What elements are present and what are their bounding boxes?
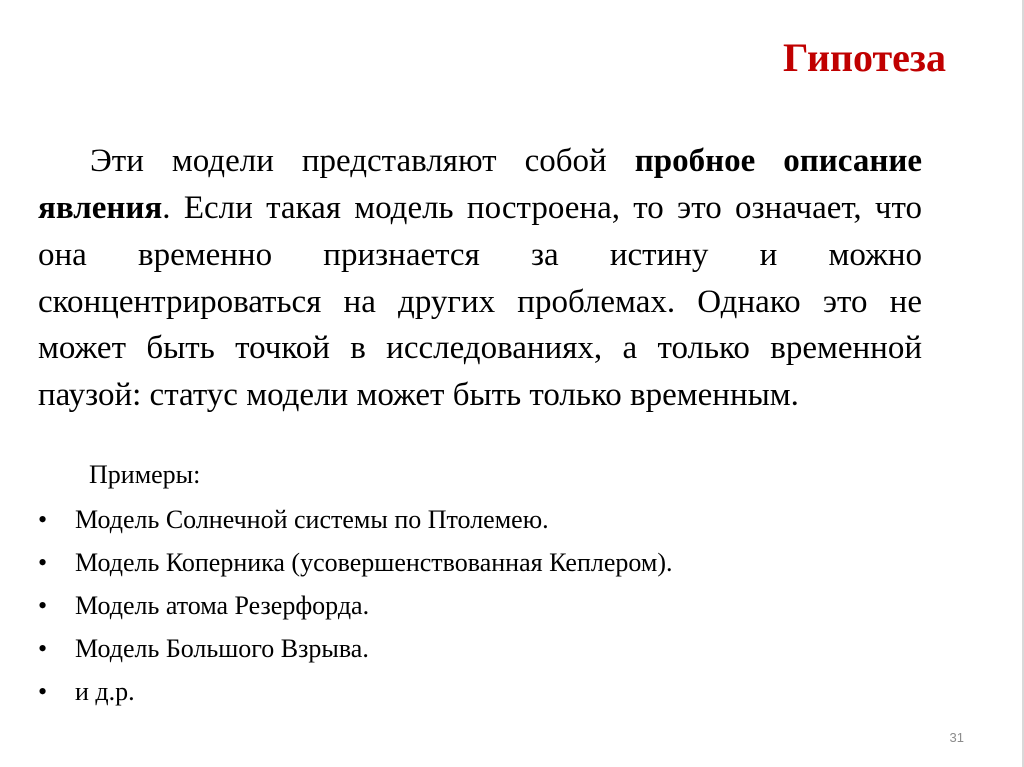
bullet-icon: • bbox=[38, 548, 48, 577]
slide-title: Гипотеза bbox=[783, 35, 946, 80]
bullet-icon: • bbox=[38, 634, 48, 663]
list-item-text: Модель Большого Взрыва. bbox=[75, 634, 369, 663]
list-item-text: Модель Солнечной системы по Птолемею. bbox=[75, 505, 549, 534]
examples-heading: Примеры: bbox=[89, 460, 201, 489]
page-number: 31 bbox=[949, 730, 964, 745]
body-paragraph bbox=[38, 138, 922, 419]
paragraph-rest: . Если такая модель построена, то это означает, что она временно признается за истину и можно сконцентрироваться на других проблемах. Однако это не может быть точкой в исследованиях, а только временной паузой: статус модели может быть только временным. bbox=[38, 189, 922, 414]
paragraph-emphasis: пробное описание явления bbox=[38, 143, 922, 226]
list-item-text: Модель атома Резерфорда. bbox=[75, 591, 370, 620]
list-item-text: Модель Коперника (усовершенствованная Кеплером). bbox=[75, 548, 673, 577]
list-item-text: и д.р. bbox=[75, 677, 135, 706]
bullet-icon: • bbox=[38, 677, 48, 706]
bullet-icon: • bbox=[38, 505, 48, 534]
paragraph-lead: Эти модели представляют собой bbox=[90, 143, 635, 179]
bullet-icon: • bbox=[38, 591, 48, 620]
